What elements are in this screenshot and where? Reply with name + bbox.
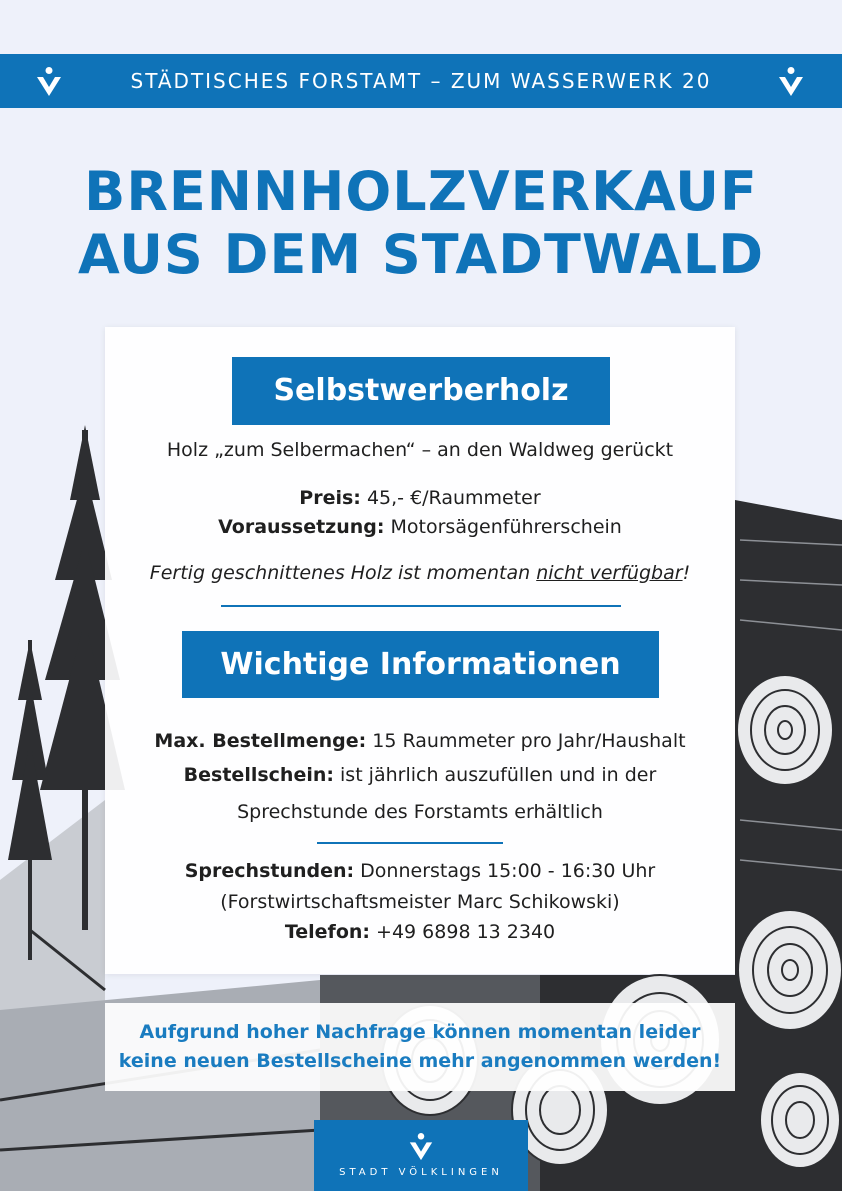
city-logo-icon (776, 66, 806, 98)
hours-line (105, 860, 735, 882)
section-heading-wichtige-informationen: Wichtige Informationen (182, 631, 659, 698)
phone-line (105, 921, 735, 943)
city-name: STADT VÖLKLINGEN (339, 1167, 503, 1178)
note-suffix: ! (682, 562, 691, 584)
order-form-line-2: Sprechstunde des Forstamts erhältlich (237, 801, 603, 823)
header-bar (0, 54, 842, 108)
phone-value: +49 6898 13 2340 (376, 921, 556, 943)
requirement-label: Voraussetzung: (218, 516, 385, 538)
note-underlined: nicht verfügbar (536, 562, 683, 584)
notice-line-2: keine neuen Bestellscheine mehr angenommen werden! (118, 1050, 722, 1072)
order-form-value: ist jährlich auszufüllen und in der (340, 764, 657, 786)
notice-line-1: Aufgrund hoher Nachfrage können momentan leider (139, 1021, 701, 1043)
price-line (105, 487, 735, 509)
divider (317, 842, 503, 844)
section1-subtitle: Holz „zum Selbermachen“ – an den Waldweg gerückt (166, 439, 674, 461)
price-label: Preis: (299, 487, 361, 509)
section-heading-selbstwerberholz: Selbstwerberholz (232, 357, 610, 425)
page-title (0, 160, 842, 286)
max-order-label: Max. Bestellmenge: (154, 730, 367, 752)
max-order-line (105, 730, 735, 752)
requirement-value: Motorsägenführerschein (390, 516, 622, 538)
headline-line-1: BRENNHOLZVERKAUF (84, 160, 758, 223)
demand-notice (105, 1003, 735, 1091)
headline-line-2: AUS DEM STADTWALD (77, 223, 765, 286)
max-order-value: 15 Raummeter pro Jahr/Haushalt (372, 730, 686, 752)
note-prefix: Fertig geschnittenes Holz ist momentan (149, 562, 537, 584)
footer-logo-box (314, 1120, 528, 1191)
office-address: STÄDTISCHES FORSTAMT – ZUM WASSERWERK 20 (130, 69, 712, 93)
info-card (105, 327, 735, 974)
hours-label: Sprechstunden: (184, 860, 355, 882)
price-value: 45,- €/Raummeter (366, 487, 541, 509)
phone-label: Telefon: (284, 921, 370, 943)
order-form-label: Bestellschein: (183, 764, 334, 786)
availability-note (105, 562, 735, 584)
divider (221, 605, 621, 607)
city-logo-icon (407, 1132, 435, 1162)
requirement-line (105, 516, 735, 538)
order-form-line (105, 764, 735, 786)
contact-person: (Forstwirtschaftsmeister Marc Schikowski) (220, 891, 620, 913)
hours-value: Donnerstags 15:00 - 16:30 Uhr (360, 860, 656, 882)
